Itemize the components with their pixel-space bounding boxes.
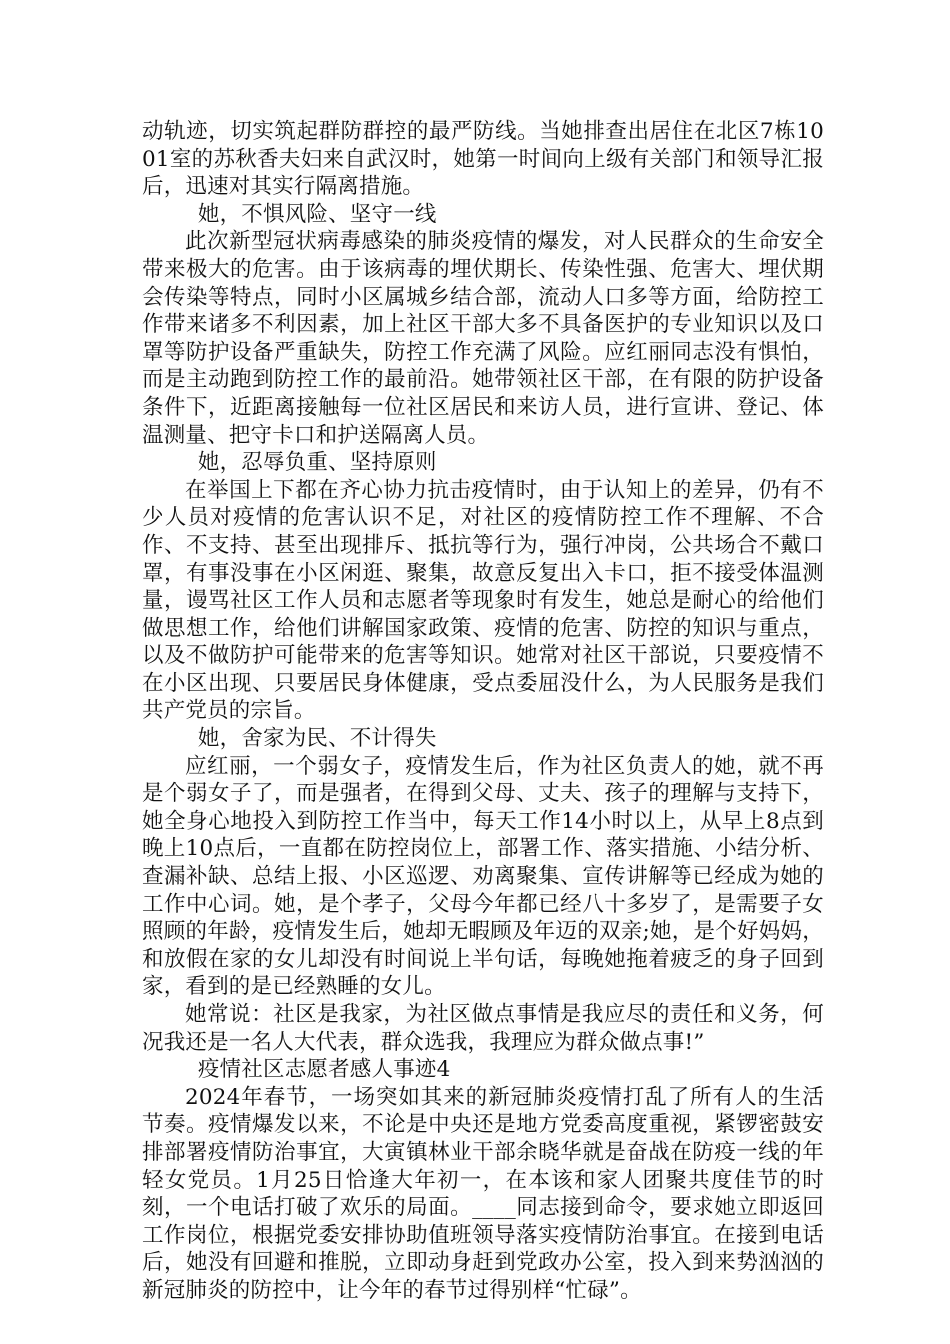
section-heading-fearless: 她，不惧风险、坚守一线 xyxy=(197,201,437,227)
paragraph-dedication: 应红丽，一个弱女子，疫情发生后，作为社区负责人的她，就不再是个弱女子了，而是强者，在得到父母、丈夫、孩子的理解与支持下，她全身心地投入到防控工作当中，每天工作14小时以上，从早上8点到晚上10点后，一直都在防控岗位上，部署工作、落实措施、小结分析、查漏补缺、总结上报、小区巡逻、劝离聚集、宣传讲解等已经成为她的工作中心词。她，是个孝子，父母今年都已经八十多岁了，是需要子女照顾的年龄，疫情发生后，她却无暇顾及年迈的双亲;她，是个好妈妈，和放假在家的女儿却没有时间说上半句话，每晚她拖着疲乏的身子回到家，看到的是已经熟睡的女儿。 xyxy=(142,753,824,1000)
paragraph-patience: 在举国上下都在齐心协力抗击疫情时，由于认知上的差异，仍有不少人员对疫情的危害认识不足，对社区的疫情防控工作不理解、不合作、不支持、甚至出现排斥、抵抗等行为，强行冲岗，公共场合不戴口罩，有事没事在小区闲逛、聚集，故意反复出入卡口，拒不接受体温测量，谩骂社区工作人员和志愿者等现象时有发生，她总是耐心的给他们做思想工作，给他们讲解国家政策、疫情的危害、防控的知识与重点，以及不做防护可能带来的危害等知识。她常对社区干部说，只要疫情不在小区出现、只要居民身体健康，受点委屈没什么，为人民服务是我们共产党员的宗旨。 xyxy=(142,477,824,724)
paragraph-quote: 她常说：社区是我家，为社区做点事情是我应尽的责任和义务，何况我还是一名人大代表，群众选我，我理应为群众做点事!” xyxy=(142,1002,824,1055)
section-heading-family: 她，舍家为民、不计得失 xyxy=(197,726,437,752)
section-heading-principle: 她，忍辱负重、坚持原则 xyxy=(197,450,437,476)
paragraph-risk: 此次新型冠状病毒感染的肺炎疫情的爆发，对人民群众的生命安全带来极大的危害。由于该病毒的埋伏期长、传染性强、危害大、埋伏期会传染等特点，同时小区属城乡结合部，流动人口多等方面，给防控工作带来诸多不利因素，加上社区干部大多不具备医护的专业知识以及口罩等防护设备严重缺失，防控工作充满了风险。应红丽同志没有惧怕，而是主动跑到防控工作的最前沿。她带领社区干部，在有限的防护设备条件下，近距离接触每一位社区居民和来访人员，进行宣讲、登记、体温测量、把守卡口和护送隔离人员。 xyxy=(142,229,824,448)
section-heading-story-4: 疫情社区志愿者感人事迹4 xyxy=(197,1057,451,1083)
paragraph-trajectory: 动轨迹，切实筑起群防群控的最严防线。当她排查出居住在北区7栋1001室的苏秋香夫妇来自武汉时，她第一时间向上级有关部门和领导汇报后，迅速对其实行隔离措施。 xyxy=(142,119,824,200)
document-body xyxy=(142,118,824,1305)
paragraph-spring-festival: 2024年春节，一场突如其来的新冠肺炎疫情打乱了所有人的生活节奏。疫情爆发以来，不论是中央还是地方党委高度重视，紧锣密鼓安排部署疫情防治事宜，大寅镇林业干部余晓华就是奋战在防疫一线的年轻女党员。1月25日恰逢大年初一，在本该和家人团聚共度佳节的时刻，一个电话打破了欢乐的局面。____同志接到命令，要求她立即返回工作岗位，根据党委安排协助值班领导落实疫情防治事宜。在接到电话后，她没有回避和推脱，立即动身赶到党政办公室，投入到来势汹汹的新冠肺炎的防控中，让今年的春节过得别样“忙碌”。 xyxy=(142,1084,824,1303)
